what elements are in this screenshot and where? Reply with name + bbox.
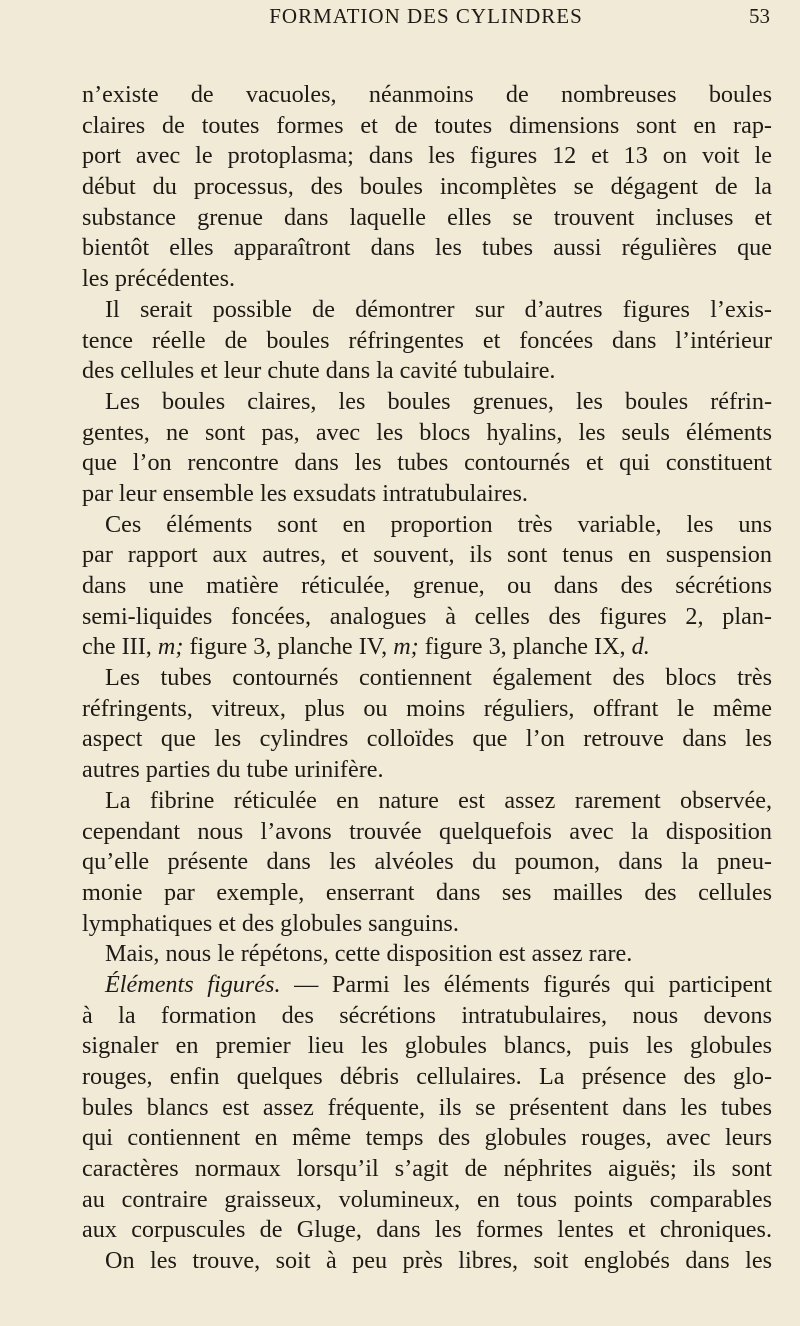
text-span: che III, [82,633,158,661]
text-line: caractères normaux lorsqu’il s’agit de néphrites aiguës; ils sont [82,1155,772,1183]
italic-span: d. [631,633,650,661]
text-line: n’existe de vacuoles, néanmoins de nombreuses boules [82,81,772,108]
text-span: figure 3, planche IV, [183,633,394,661]
text-line: tence réelle de boules réfringentes et foncées dans l’intérieur [82,326,772,354]
text-line: autres parties du tube urinifère. [82,756,384,784]
text-line: port avec le protoplasma; dans les figures 12 et 13 on voit le [82,142,772,170]
text-line: début du processus, des boules incomplètes se dégagent de la [82,173,772,201]
text-line: bules blancs est assez fréquente, ils se présentent dans les tubes [82,1093,772,1121]
body-text [82,80,772,1277]
text-line: monie par exemple, enserrant dans ses mailles des cellules [82,878,772,906]
text-span: figure 3, planche IX, [418,633,632,661]
text-line: Les tubes contournés contiennent également des blocs très [105,664,772,692]
text-line: Mais, nous le répétons, cette disposition est assez rare. [105,940,633,968]
text-line: Il serait possible de démontrer sur d’autres figures l’exis- [105,295,772,323]
text-line: On les trouve, soit à peu près libres, soit englobés dans les [105,1247,772,1275]
text-line: réfringents, vitreux, plus ou moins réguliers, offrant le même [82,694,772,722]
text-line: aspect que les cylindres colloïdes que l’on retrouve dans les [82,725,772,753]
text-line: lymphatiques et des globules sanguins. [82,909,459,937]
italic-span: Éléments figurés. [105,970,281,998]
text-line: par rapport aux autres, et souvent, ils sont tenus en suspension [82,541,772,569]
text-line: signaler en premier lieu les globules blancs, puis les globules [82,1032,772,1060]
text-line: qui contiennent en même temps des globules rouges, avec leurs [82,1124,772,1152]
text-line: rouges, enfin quelques débris cellulaires. La présence des glo- [82,1063,772,1090]
text-line: au contraire graisseux, volumineux, en tous points comparables [82,1185,772,1213]
text-line: dans une matière réticulée, grenue, ou dans des sécrétions [82,572,772,599]
text-line: bientôt elles apparaîtront dans les tubes aussi régulières que [82,234,772,262]
italic-span: m; [393,633,419,661]
text-line: aux corpuscules de Gluge, dans les formes lentes et chroniques. [82,1216,772,1244]
text-span: — Parmi les éléments figurés qui participent [280,970,772,998]
running-title: FORMATION DES CYLINDRES [269,4,583,28]
text-line: que l’on rencontre dans les tubes contournés et qui constituent [82,449,772,477]
text-line: La fibrine réticulée en nature est assez rarement observée, [105,786,772,814]
text-line: claires de toutes formes et de toutes dimensions sont en rap- [82,111,772,139]
text-line: les précédentes. [82,265,236,293]
italic-span: m; [157,633,184,661]
text-line: gentes, ne sont pas, avec les blocs hyalins, les seuls éléments [82,418,772,446]
text-line: qu’elle présente dans les alvéoles du poumon, dans la pneu- [82,848,772,876]
text-line: Les boules claires, les boules grenues, les boules réfrin- [105,387,772,415]
text-line: à la formation des sécrétions intratubulaires, nous devons [82,1001,772,1029]
text-line: Ces éléments sont en proportion très variable, les uns [105,510,772,538]
text-line: cependant nous l’avons trouvée quelquefois avec la disposition [82,817,772,845]
text-line: des cellules et leur chute dans la cavité tubulaire. [82,357,556,385]
text-line: substance grenue dans laquelle elles se trouvent incluses et [82,203,772,231]
text-line: semi-liquides foncées, analogues à celles des figures 2, plan- [82,602,772,630]
page-number: 53 [749,4,770,28]
text-line [82,632,772,663]
text-line [82,970,772,1001]
text-line: par leur ensemble les exsudats intratubulaires. [82,479,528,507]
page-header [82,0,770,40]
